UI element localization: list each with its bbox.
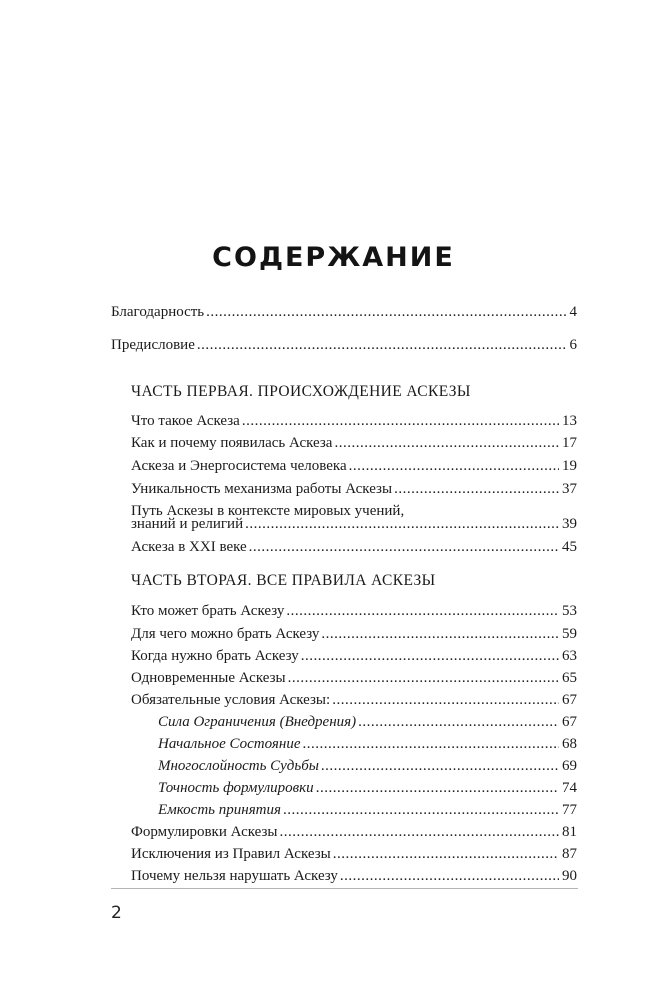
toc-entry[interactable] bbox=[131, 413, 577, 430]
dot-leader bbox=[197, 337, 567, 354]
dot-leader bbox=[349, 458, 559, 475]
page-number: 2 bbox=[111, 903, 122, 923]
toc-entry-page: 65 bbox=[562, 670, 577, 686]
toc-entry[interactable] bbox=[131, 648, 577, 665]
dot-leader bbox=[334, 435, 559, 452]
toc-entry-page: 4 bbox=[569, 304, 577, 320]
toc-entry-page: 63 bbox=[562, 648, 577, 664]
toc-entry-page: 68 bbox=[562, 736, 577, 752]
toc-entry-page: 6 bbox=[569, 337, 577, 353]
toc-entry-page: 90 bbox=[562, 868, 577, 884]
toc-entry[interactable] bbox=[131, 458, 577, 475]
toc-entry[interactable] bbox=[131, 670, 577, 687]
toc-entry-page: 19 bbox=[562, 458, 577, 474]
dot-leader bbox=[321, 626, 559, 643]
dot-leader bbox=[340, 868, 559, 885]
toc-entry-label: Как и почему появилась Аскеза bbox=[131, 435, 333, 451]
toc-entry-label: Точность формулировки bbox=[158, 780, 314, 796]
toc-entry[interactable] bbox=[131, 626, 577, 643]
dot-leader bbox=[283, 802, 559, 819]
toc-subentry[interactable] bbox=[158, 714, 577, 731]
toc-entry-page: 69 bbox=[562, 758, 577, 774]
part-two-heading: ЧАСТЬ ВТОРАЯ. ВСЕ ПРАВИЛА АСКЕЗЫ bbox=[131, 572, 436, 589]
toc-entry-page: 39 bbox=[562, 516, 577, 532]
toc-entry-label: Аскеза в XXI веке bbox=[131, 539, 247, 555]
page-title: СОДЕРЖАНИЕ bbox=[212, 242, 455, 273]
dot-leader bbox=[358, 714, 559, 731]
toc-entry-label: Многослойность Судьбы bbox=[158, 758, 319, 774]
toc-entry-page: 67 bbox=[562, 714, 577, 730]
dot-leader bbox=[242, 413, 559, 430]
toc-subentry[interactable] bbox=[158, 758, 577, 775]
dot-leader bbox=[321, 758, 559, 775]
part-one-heading: ЧАСТЬ ПЕРВАЯ. ПРОИСХОЖДЕНИЕ АСКЕЗЫ bbox=[131, 383, 471, 400]
toc-entry-page: 67 bbox=[562, 692, 577, 708]
toc-subentry[interactable] bbox=[158, 780, 577, 797]
toc-entry-page: 77 bbox=[562, 802, 577, 818]
toc-entry-label: Сила Ограничения (Внедрения) bbox=[158, 714, 357, 730]
toc-entry-label: Предисловие bbox=[111, 337, 195, 353]
dot-leader bbox=[286, 603, 559, 620]
dot-leader bbox=[333, 846, 559, 863]
footer-divider bbox=[111, 888, 578, 889]
dot-leader bbox=[288, 670, 559, 687]
dot-leader bbox=[301, 648, 559, 665]
toc-entry-label: Почему нельзя нарушать Аскезу bbox=[131, 868, 338, 884]
toc-entry[interactable] bbox=[131, 692, 577, 709]
dot-leader bbox=[302, 736, 559, 753]
toc-entry-label: Исключения из Правил Аскезы bbox=[131, 846, 331, 862]
dot-leader bbox=[394, 481, 559, 498]
toc-entry[interactable] bbox=[131, 539, 577, 556]
dot-leader bbox=[316, 780, 559, 797]
toc-entry-page: 13 bbox=[562, 413, 577, 429]
toc-entry[interactable] bbox=[131, 824, 577, 841]
toc-entry[interactable] bbox=[131, 603, 577, 620]
toc-entry-label: Начальное Состояние bbox=[158, 736, 301, 752]
toc-entry-label: Обязательные условия Аскезы: bbox=[131, 692, 331, 708]
toc-entry-page: 45 bbox=[562, 539, 577, 555]
toc-entry-page: 37 bbox=[562, 481, 577, 497]
dot-leader bbox=[249, 539, 559, 556]
toc-entry-label: Одновременные Аскезы bbox=[131, 670, 286, 686]
dot-leader bbox=[206, 304, 566, 321]
toc-entry-page: 81 bbox=[562, 824, 577, 840]
toc-entry-page: 74 bbox=[562, 780, 577, 796]
toc-entry-label: Емкость принятия bbox=[158, 802, 281, 818]
toc-subentry[interactable] bbox=[158, 736, 577, 753]
toc-entry-page: 87 bbox=[562, 846, 577, 862]
toc-entry[interactable] bbox=[131, 846, 577, 863]
toc-entry[interactable] bbox=[131, 516, 577, 533]
toc-entry-label: Формулировки Аскезы bbox=[131, 824, 278, 840]
toc-entry-label: Благодарность bbox=[111, 304, 205, 320]
toc-entry-label: Для чего можно брать Аскезу bbox=[131, 626, 320, 642]
dot-leader bbox=[280, 824, 560, 841]
toc-entry-label-line1: Путь Аскезы в контексте мировых учений, bbox=[131, 503, 405, 519]
toc-entry-preface[interactable] bbox=[111, 337, 577, 354]
toc-entry-label: Уникальность механизма работы Аскезы bbox=[131, 481, 393, 497]
toc-entry-label: Кто может брать Аскезу bbox=[131, 603, 285, 619]
toc-entry[interactable] bbox=[131, 481, 577, 498]
toc-entry[interactable] bbox=[131, 435, 577, 452]
toc-entry-label: Что такое Аскеза bbox=[131, 413, 240, 429]
dot-leader bbox=[245, 516, 559, 533]
toc-entry[interactable] bbox=[131, 868, 577, 885]
toc-subentry[interactable] bbox=[158, 802, 577, 819]
toc-entry-acknowledgements[interactable] bbox=[111, 304, 577, 321]
toc-entry-page: 53 bbox=[562, 603, 577, 619]
dot-leader bbox=[332, 692, 559, 709]
toc-entry-page: 17 bbox=[562, 435, 577, 451]
toc-entry-page: 59 bbox=[562, 626, 577, 642]
toc-entry-label: Аскеза и Энергосистема человека bbox=[131, 458, 347, 474]
toc-entry-label: знаний и религий bbox=[131, 516, 244, 532]
toc-entry-label: Когда нужно брать Аскезу bbox=[131, 648, 299, 664]
